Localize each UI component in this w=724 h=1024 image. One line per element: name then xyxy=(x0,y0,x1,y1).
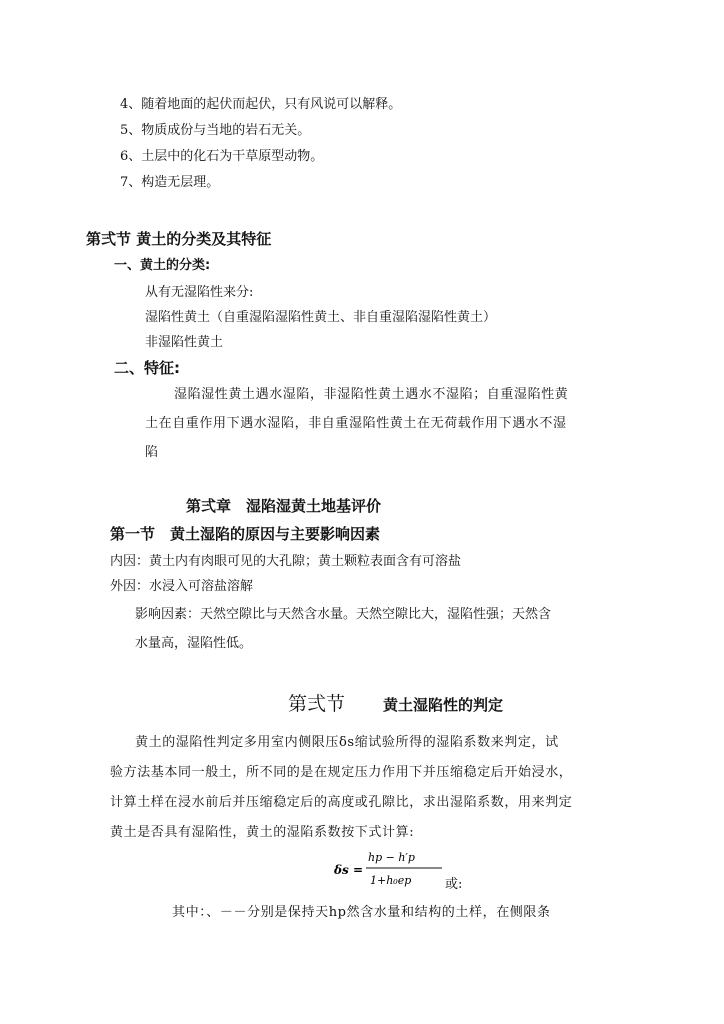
features-line-1: 湿陷湿性黄土遇水湿陷，非湿陷性黄土遇水不湿陷；自重湿陷性黄 xyxy=(174,387,569,402)
formula-numerator: hp − h′p xyxy=(368,851,415,864)
list-item-4: 4、随着地面的起伏而起伏，只有风说可以解释。 xyxy=(120,97,402,112)
chapter-title: 第弍章 湿陷湿黄土地基评价 xyxy=(186,497,382,515)
determination-para-line-4: 黄土是否具有湿陷性，黄土的湿陷系数按下式计算: xyxy=(110,825,415,840)
factors-line-2: 水量高，湿陷性低。 xyxy=(135,636,253,651)
collapsibility-coefficient-formula xyxy=(334,846,444,892)
external-cause-line: 外因：水浸入可溶盐溶解 xyxy=(110,579,254,594)
formula-or-label: 或: xyxy=(445,877,463,892)
list-item-6: 6、土层中的化石为干草原型动物。 xyxy=(120,149,324,164)
subheading-classification: 一、黄土的分类: xyxy=(114,258,211,273)
classification-line-2: 湿陷性黄土（自重湿陷湿陷性黄土、非自重湿陷湿陷性黄土） xyxy=(145,310,497,325)
formula-denominator: 1+h₀ep xyxy=(370,874,412,887)
determination-para-line-3: 计算土样在浸水前后并压缩稳定后的高度或孔隙比，求出湿陷系数，用来判定 xyxy=(110,795,573,810)
section-heading-classification: 第弍节 黄土的分类及其特征 xyxy=(86,230,272,248)
features-line-2: 土在自重作用下遇水湿陷，非自重湿陷性黄土在无荷载作用下遇水不湿 xyxy=(145,416,567,431)
classification-line-1: 从有无湿陷性来分: xyxy=(145,285,254,300)
subheading-features: 二、特征: xyxy=(114,359,180,377)
factors-line-1: 影响因素：天然空隙比与天然含水量。天然空隙比大，湿陷性强；天然含 xyxy=(135,607,552,622)
features-line-3: 陷 xyxy=(145,445,159,460)
formula-lhs: δs = xyxy=(334,863,363,877)
classification-line-3: 非湿陷性黄土 xyxy=(145,335,224,350)
section-heading-determination-part1: 第弍节 xyxy=(288,693,346,715)
chapter-section-heading: 第一节 黄土湿陷的原因与主要影响因素 xyxy=(110,525,381,543)
list-item-7: 7、构造无层理。 xyxy=(120,175,220,190)
internal-cause-line: 内因：黄土内有肉眼可见的大孔隙；黄土颗粒表面含有可溶盐 xyxy=(110,554,462,569)
list-item-5: 5、物质成份与当地的岩石无关。 xyxy=(120,123,311,138)
determination-para-line-1: 黄土的湿陷性判定多用室内侧限压δs缩试验所得的湿陷系数来判定，试 xyxy=(135,735,559,750)
section-heading-determination-part2: 黄土湿陷性的判定 xyxy=(383,696,504,714)
determination-last-line: 其中：、－－分别是保持天hp然含水量和结构的土样，在侧限条 xyxy=(172,905,551,920)
determination-para-line-2: 验方法基本同一般土，所不同的是在规定压力作用下并压缩稳定后开始浸水， xyxy=(110,765,573,780)
